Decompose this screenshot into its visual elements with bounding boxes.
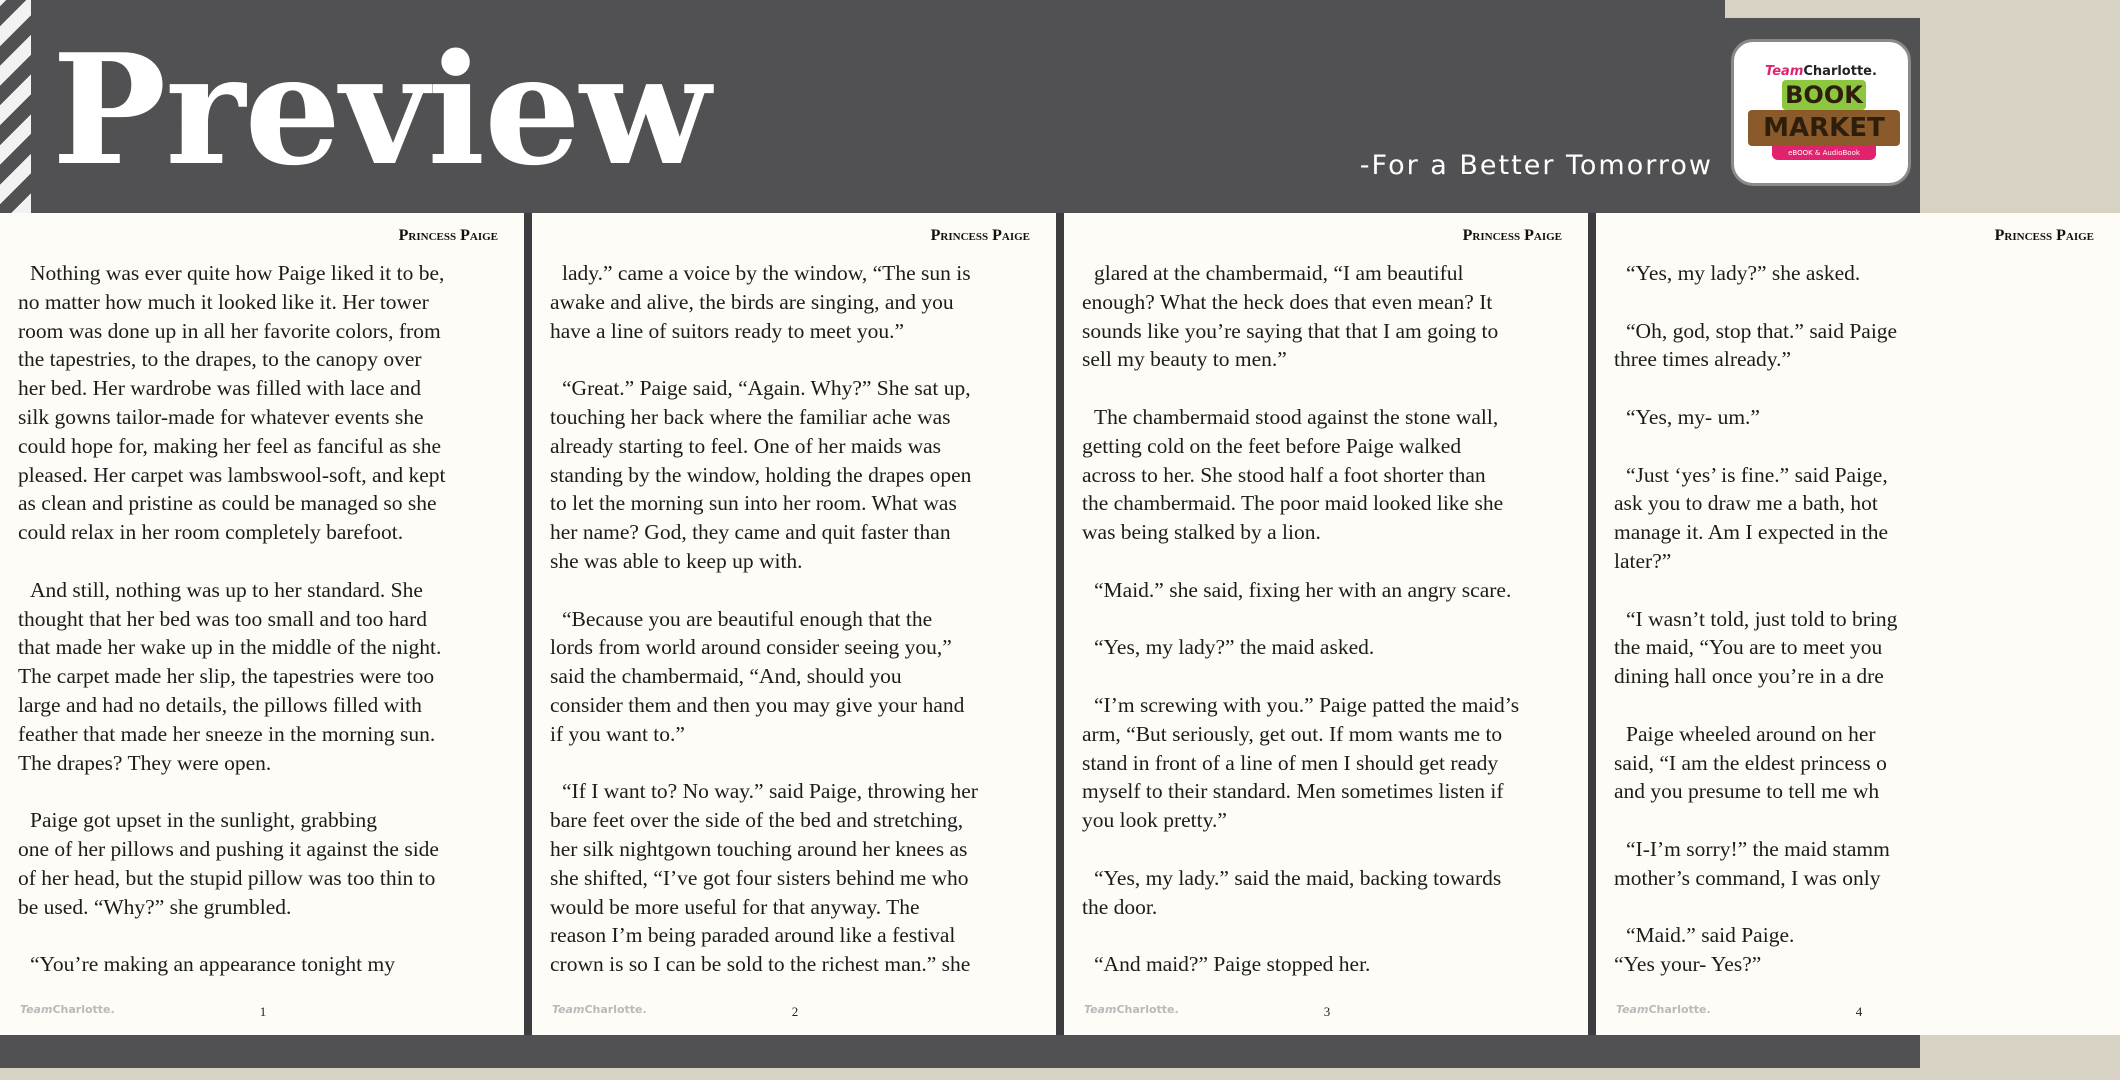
text-line: “Maid.” she said, fixing her with an angry scare.	[1094, 577, 1512, 602]
running-header: Princess Paige	[930, 227, 1030, 244]
paragraph	[550, 777, 1044, 979]
page-number: 2	[791, 1004, 799, 1019]
text-line: “Yes, my lady.” said the maid, backing towards	[1094, 865, 1502, 890]
paragraph	[1082, 403, 1576, 547]
paragraph	[1082, 576, 1576, 605]
text-line: glared at the chambermaid, “I am beautiful	[1094, 261, 1464, 285]
text-line: lords from world around consider seeing you,”	[550, 635, 952, 660]
text-line: “Yes, my lady?” the maid asked.	[1094, 635, 1375, 660]
logo-subtitle: eBOOK & AudioBook	[1772, 146, 1876, 160]
text-line: pleased. Her carpet was lambswool-soft, and kept	[18, 462, 446, 487]
footer-logo: TeamCharlotte.	[552, 1003, 647, 1016]
text-line: consider them and then you may give your hand	[550, 692, 965, 717]
text-line: across to her. She stood half a foot shorter than	[1082, 462, 1486, 487]
running-header: Princess Paige	[1462, 227, 1562, 244]
paragraph	[1082, 950, 1576, 979]
text-line: “Maid.” said Paige.	[1626, 923, 1795, 948]
logo-market-text: MARKET	[1748, 110, 1900, 146]
text-line: arm, “But seriously, get out. If mom wants me to	[1082, 721, 1503, 746]
text-line: “If I want to? No way.” said Paige, throwing her	[562, 779, 978, 804]
book-pages-strip[interactable]	[0, 213, 2094, 1035]
decorative-stripes	[0, 0, 31, 213]
text-line: sounds like you’re saying that that I am going to	[1082, 318, 1499, 343]
paragraph	[1082, 691, 1576, 835]
paragraph	[1614, 605, 2108, 691]
page-number: 4	[1855, 1004, 1863, 1019]
footer-logo: TeamCharlotte.	[1084, 1003, 1179, 1016]
footer-logo: TeamCharlotte.	[20, 1003, 115, 1016]
text-line: getting cold on the feet before Paige walked	[1082, 433, 1462, 458]
text-line: her name? God, they came and quit faster than	[550, 520, 951, 545]
running-header: Princess Paige	[398, 227, 498, 244]
tagline: -For a Better Tomorrow	[1359, 150, 1713, 181]
text-line: be used. “Why?” she grumbled.	[18, 894, 292, 919]
book-page-2	[532, 213, 1056, 1035]
paragraph	[1082, 259, 1576, 374]
text-line: the tapestries, to the drapes, to the canopy over	[18, 347, 422, 372]
text-line: manage it. Am I expected in the	[1614, 520, 1889, 545]
text-line: the maid, “You are to meet you	[1614, 635, 1883, 660]
paragraph	[18, 259, 512, 547]
text-line: “You’re making an appearance tonight my	[30, 952, 395, 977]
text-line: sell my beauty to men.”	[1082, 347, 1287, 372]
text-line: as clean and pristine as could be managed so she	[18, 491, 437, 516]
book-page-1	[0, 213, 524, 1035]
logo-team-charlotte: TeamCharlotte.	[1765, 64, 1877, 79]
text-line: “Great.” Paige said, “Again. Why?” She sat up,	[562, 376, 971, 401]
text-line: one of her pillows and pushing it against the side	[18, 836, 439, 861]
text-line: no matter how much it looked like it. Her tower	[18, 289, 429, 314]
text-line: “I wasn’t told, just told to bring	[1626, 606, 1898, 631]
text-line: could hope for, making her feel as fanciful as she	[18, 433, 442, 458]
page-title: Preview	[52, 20, 710, 199]
text-line: already starting to feel. One of her maids was	[550, 433, 942, 458]
book-page-3	[1064, 213, 1588, 1035]
page-text	[550, 259, 1044, 1008]
paragraph	[1614, 317, 2108, 375]
text-line: large and had no details, the pillows filled with	[18, 692, 422, 717]
text-line: to let the morning sun into her room. What was	[550, 491, 957, 516]
text-line: that made her wake up in the middle of the night.	[18, 635, 442, 660]
text-line: her bed. Her wardrobe was filled with lace and	[18, 376, 421, 401]
paragraph	[1614, 720, 2108, 806]
paragraph	[550, 259, 1044, 345]
text-line: she was able to keep up with.	[550, 548, 803, 573]
text-line: she shifted, “I’ve got four sisters behind me who	[550, 865, 969, 890]
text-line: was being stalked by a lion.	[1082, 520, 1321, 545]
logo-book-text: BOOK	[1782, 80, 1866, 110]
text-line: dining hall once you’re in a dre	[1614, 664, 1884, 689]
text-line: standing by the window, holding the drapes open	[550, 462, 972, 487]
text-line: enough? What the heck does that even mean? It	[1082, 289, 1493, 314]
text-line: if you want to.”	[550, 721, 685, 746]
text-line: And still, nothing was up to her standard. She	[30, 577, 423, 602]
page-text	[1614, 259, 2108, 1008]
text-line: you look pretty.”	[1082, 808, 1227, 833]
text-line: the chambermaid. The poor maid looked like she	[1082, 491, 1504, 516]
paragraph	[1614, 835, 2108, 893]
text-line: “I-I’m sorry!” the maid stamm	[1626, 836, 1890, 861]
text-line: The carpet made her slip, the tapestries were too	[18, 664, 435, 689]
paragraph	[18, 806, 512, 921]
text-line: would be more useful for that anyway. The	[550, 894, 920, 919]
paragraph	[550, 374, 1044, 576]
text-line: ask you to draw me a bath, hot	[1614, 491, 1878, 516]
text-line: lady.” came a voice by the window, “The sun is	[562, 261, 971, 285]
text-line: and you presume to tell me wh	[1614, 779, 1880, 804]
text-line: “Yes, my- um.”	[1626, 404, 1760, 429]
text-line: “I’m screwing with you.” Paige patted the maid’s	[1094, 692, 1520, 717]
text-line: touching her back where the familiar ache was	[550, 404, 951, 429]
text-line: feather that made her sneeze in the morning sun.	[18, 721, 436, 746]
paragraph	[18, 576, 512, 778]
paragraph	[18, 950, 512, 979]
text-line: “Yes, my lady?” she asked.	[1626, 261, 1861, 285]
text-line: The chambermaid stood against the stone wall,	[1094, 404, 1499, 429]
header-notch	[1725, 0, 1920, 18]
running-header: Princess Paige	[1994, 227, 2094, 244]
text-line: Paige wheeled around on her	[1626, 721, 1876, 746]
text-line: “Just ‘yes’ is fine.” said Paige,	[1626, 462, 1888, 487]
page-text	[1082, 259, 1576, 1008]
text-line: stand in front of a line of men I should get ready	[1082, 750, 1499, 775]
text-line: myself to their standard. Men sometimes listen if	[1082, 779, 1504, 804]
page-number: 1	[259, 1004, 267, 1019]
text-line: said the chambermaid, “And, should you	[550, 664, 902, 689]
paragraph	[1614, 461, 2108, 576]
text-line: could relax in her room completely barefoot.	[18, 520, 404, 545]
text-line: room was done up in all her favorite colors, from	[18, 318, 441, 343]
text-line: crown is so I can be sold to the richest man.” she	[550, 952, 971, 977]
text-line: thought that her bed was too small and too hard	[18, 606, 428, 631]
book-market-logo[interactable]	[1731, 39, 1911, 186]
page-text	[18, 259, 512, 1008]
page-number: 3	[1323, 1004, 1331, 1019]
paragraph	[1082, 633, 1576, 662]
text-line: said, “I am the eldest princess o	[1614, 750, 1887, 775]
text-line: her silk nightgown touching around her knees as	[550, 836, 968, 861]
text-line: awake and alive, the birds are singing, and you	[550, 289, 954, 314]
text-line: Nothing was ever quite how Paige liked it to be,	[30, 261, 445, 285]
text-line: “Because you are beautiful enough that the	[562, 606, 933, 631]
text-line: of her head, but the stupid pillow was too thin to	[18, 865, 436, 890]
text-line: reason I’m being paraded around like a festival	[550, 923, 956, 948]
text-line: “And maid?” Paige stopped her.	[1094, 952, 1371, 977]
text-line: have a line of suitors ready to meet you.”	[550, 318, 905, 343]
text-line: later?”	[1614, 548, 1672, 573]
footer-logo: TeamCharlotte.	[1616, 1003, 1711, 1016]
text-line: mother’s command, I was only	[1614, 865, 1881, 890]
book-page-4	[1596, 213, 2120, 1035]
text-line: “Oh, god, stop that.” said Paige	[1626, 318, 1898, 343]
text-line: “Yes your- Yes?”	[1614, 952, 1762, 977]
text-line: the door.	[1082, 894, 1158, 919]
bottom-band	[0, 1035, 1920, 1068]
text-line: silk gowns tailor-made for whatever events she	[18, 404, 424, 429]
header-banner	[0, 0, 1920, 213]
paragraph	[1614, 403, 2108, 432]
text-line: Paige got upset in the sunlight, grabbing	[30, 808, 377, 833]
paragraph	[1082, 864, 1576, 922]
text-line: three times already.”	[1614, 347, 1792, 372]
paragraph	[1614, 921, 2108, 979]
paragraph	[1614, 259, 2108, 288]
text-line: The drapes? They were open.	[18, 750, 272, 775]
text-line: bare feet over the side of the bed and stretching,	[550, 808, 964, 833]
paragraph	[550, 605, 1044, 749]
